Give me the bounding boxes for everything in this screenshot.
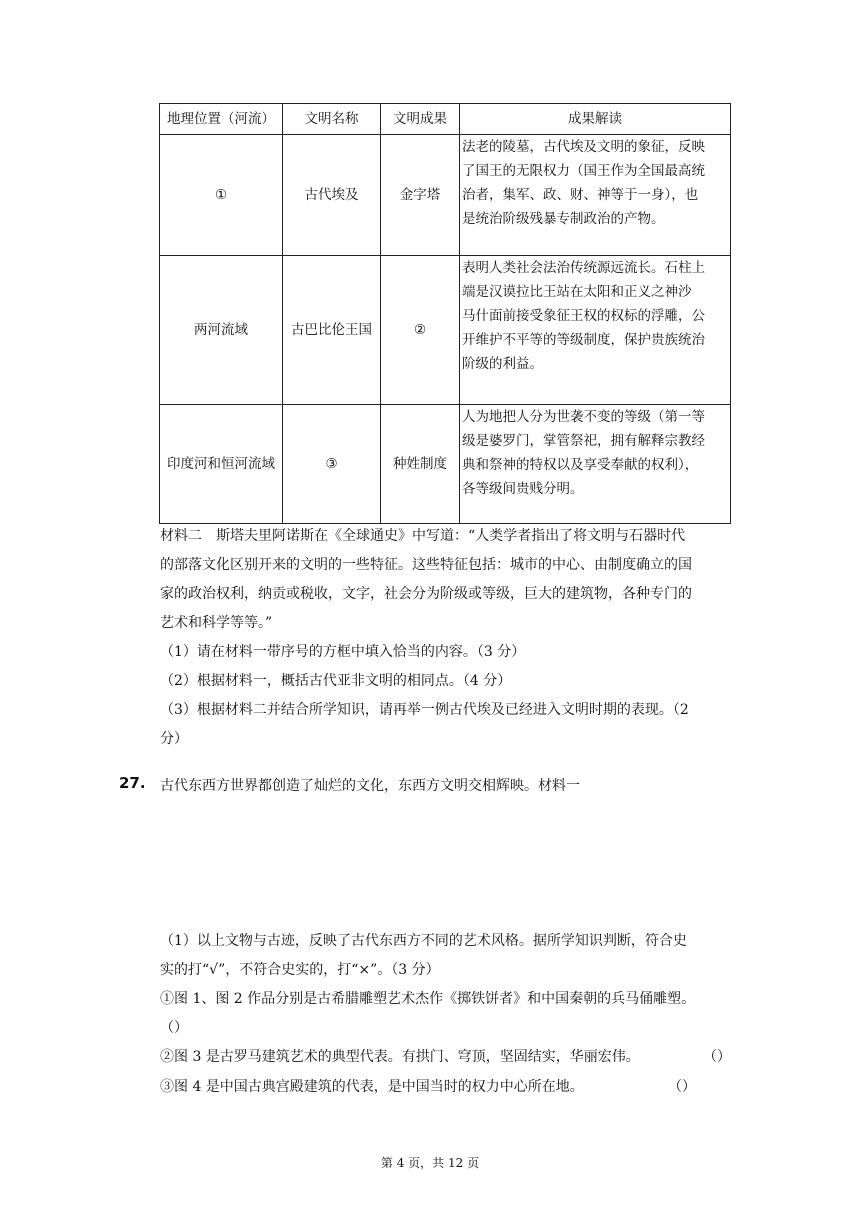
question-27-items: [160, 927, 732, 1043]
question-item: （）: [160, 1020, 188, 1036]
interpretation-line: 各等级间贵贱分明。: [462, 481, 584, 497]
interpretation-line: 是统治阶级残暴专制政治的产物。: [462, 211, 665, 227]
question-item: （2）根据材料一，概括古代亚非文明的相同点。（4 分）: [160, 673, 512, 689]
interpretation-line: 法老的陵墓，古代埃及文明的象征，反映: [462, 139, 705, 155]
table-header-row: [160, 104, 731, 135]
cell-achievement: 种姓制度: [381, 405, 460, 524]
question-26-items: [160, 638, 732, 754]
cell-location: ①: [160, 135, 283, 256]
material-2-line: 家的政治权利，纳贡或税收，文字，社会分为阶级或等级，巨大的建筑物，各种专门的: [160, 586, 692, 602]
cell-location: 两河流域: [160, 256, 283, 405]
header-name: 文明名称: [283, 104, 381, 135]
cell-name: ③: [283, 405, 381, 524]
cell-name: 古巴比伦王国: [283, 256, 381, 405]
question-item: （1）请在材料一带序号的方框中填入恰当的内容。（3 分）: [160, 644, 526, 660]
question-item: ②图 3 是古罗马建筑艺术的典型代表。有拱门、穹顶，坚固结实，华丽宏伟。: [160, 1049, 640, 1065]
interpretation-line: 阶级的利益。: [462, 356, 543, 372]
answer-blank[interactable]: （）: [668, 1079, 696, 1095]
answer-blank[interactable]: （）: [703, 1049, 731, 1065]
question-27-stem: 古代东西方世界都创造了灿烂的文化，东西方文明交相辉映。材料一: [160, 778, 580, 794]
cell-interpretation: [460, 256, 731, 405]
header-location: 地理位置（河流）: [160, 104, 283, 135]
interpretation-line: 开维护不平等的等级制度，保护贵族统治: [462, 332, 705, 348]
table-row: [160, 135, 731, 256]
question-item: 实的打“√”，不符合史实的，打“×”。（3 分）: [160, 962, 440, 978]
cell-interpretation: [460, 405, 731, 524]
question-item: （3）根据材料二并结合所学知识，请再举一例古代埃及已经进入文明时期的表现。（2: [160, 702, 689, 718]
interpretation-line: 表明人类社会法治传统源远流长。石柱上: [462, 260, 705, 276]
interpretation-line: 治者，集军、政、财、神等于一身），也: [462, 187, 699, 203]
material-2-line: 材料二 斯塔夫里阿诺斯在《全球通史》中写道：“人类学者指出了将文明与石器时代: [160, 528, 686, 544]
civilization-table: [159, 103, 731, 524]
material-2-line: 的部落文化区别开来的文明的一些特征。这些特征包括：城市的中心、由制度确立的国: [160, 557, 692, 573]
question-item: ①图 1、图 2 作品分别是古希腊雕塑艺术杰作《掷铁饼者》和中国秦朝的兵马俑雕塑。: [160, 991, 696, 1007]
interpretation-line: 级是婆罗门，掌管祭祀，拥有解释宗教经: [462, 433, 705, 449]
interpretation-line: 马什面前接受象征王权的权标的浮雕，公: [462, 308, 705, 324]
question-item: 分）: [160, 731, 188, 747]
table-row: [160, 256, 731, 405]
page-footer: 第 4 页，共 12 页: [380, 1156, 480, 1170]
interpretation-line: 典和祭神的特权以及享受奉献的权利），: [462, 457, 699, 473]
interpretation-line: 人为地把人分为世袭不变的等级（第一等: [462, 409, 705, 425]
cell-achievement: ②: [381, 256, 460, 405]
question-number: 27.: [119, 774, 146, 792]
table-row: [160, 405, 731, 524]
material-2-line: 艺术和科学等等。”: [160, 615, 273, 631]
interpretation-line: 了国王的无限权力（国王作为全国最高统: [462, 163, 705, 179]
cell-location: 印度河和恒河流域: [160, 405, 283, 524]
interpretation-line: 端是汉谟拉比王站在太阳和正义之神沙: [462, 284, 692, 300]
header-achievement: 文明成果: [381, 104, 460, 135]
cell-name: 古代埃及: [283, 135, 381, 256]
header-interpretation: 成果解读: [460, 104, 731, 135]
question-item: （1）以上文物与古迹，反映了古代东西方不同的艺术风格。据所学知识判断，符合史: [160, 933, 687, 949]
material-2: [160, 522, 732, 638]
cell-interpretation: [460, 135, 731, 256]
question-item: ③图 4 是中国古典宫殿建筑的代表，是中国当时的权力中心所在地。: [160, 1079, 584, 1095]
cell-achievement: 金字塔: [381, 135, 460, 256]
